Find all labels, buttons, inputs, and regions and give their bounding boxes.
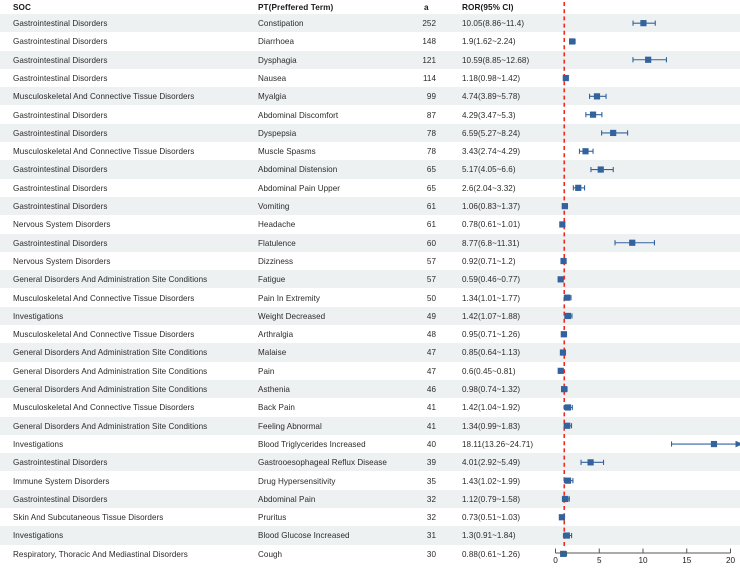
- cell-ror: 6.59(5.27~8.24): [462, 128, 521, 138]
- table-row[interactable]: [0, 343, 740, 361]
- cell-count: 46: [426, 385, 436, 394]
- cell-pt: Pain In Extremity: [258, 293, 321, 303]
- cell-soc: Musculoskeletal And Connective Tissue Disorders: [13, 92, 195, 102]
- cell-pt: Vomiting: [258, 202, 290, 211]
- x-axis-tick-label: 10: [638, 556, 648, 565]
- cell-ror: 1.06(0.83~1.37): [462, 202, 521, 211]
- cell-pt: Constipation: [258, 19, 304, 28]
- cell-pt: Asthenia: [258, 385, 290, 394]
- cell-soc: Musculoskeletal And Connective Tissue Disorders: [13, 293, 195, 303]
- cell-ror: 8.77(6.8~11.31): [462, 238, 520, 248]
- cell-count: 30: [426, 549, 436, 559]
- cell-ror: 1.34(1.01~1.77): [462, 293, 521, 303]
- cell-soc: General Disorders And Administration Site Conditions: [13, 421, 208, 431]
- cell-pt: Dysphagia: [258, 55, 297, 65]
- cell-ror: 2.6(2.04~3.32): [462, 183, 516, 193]
- cell-soc: Investigations: [13, 531, 64, 541]
- cell-ror: 10.05(8.86~11.4): [462, 19, 525, 28]
- cell-ror: 5.17(4.05~6.6): [462, 165, 516, 175]
- cell-soc: Nervous System Disorders: [13, 256, 111, 266]
- table-row[interactable]: [0, 380, 740, 398]
- cell-soc: Skin And Subcutaneous Tissue Disorders: [13, 513, 164, 523]
- cell-soc: Musculoskeletal And Connective Tissue Disorders: [13, 330, 195, 340]
- cell-pt: Pain: [258, 366, 275, 376]
- cell-soc: General Disorders And Administration Site Conditions: [13, 366, 208, 376]
- cell-pt: Cough: [258, 549, 283, 559]
- cell-pt: Blood Triglycerides Increased: [258, 439, 366, 449]
- table-row[interactable]: [0, 472, 740, 490]
- cell-count: 57: [426, 275, 436, 285]
- cell-soc: Musculoskeletal And Connective Tissue Disorders: [13, 147, 195, 157]
- cell-pt: Back Pain: [258, 403, 295, 413]
- cell-count: 35: [426, 476, 436, 486]
- cell-count: 39: [426, 458, 436, 468]
- cell-pt: Abdominal Pain: [258, 494, 316, 504]
- table-row[interactable]: [0, 234, 740, 252]
- table-row[interactable]: [0, 69, 740, 87]
- cell-ror: 1.12(0.79~1.58): [462, 494, 521, 504]
- table-row[interactable]: [0, 160, 740, 178]
- table-row[interactable]: [0, 197, 740, 215]
- cell-pt: Dizziness: [258, 256, 294, 266]
- table-row[interactable]: [0, 32, 740, 50]
- cell-soc: Gastrointestinal Disorders: [13, 19, 108, 28]
- cell-count: 32: [426, 513, 436, 523]
- cell-soc: Gastrointestinal Disorders: [13, 165, 108, 175]
- table-row[interactable]: [0, 289, 740, 307]
- cell-pt: Arthralgia: [258, 330, 294, 340]
- table-row[interactable]: [0, 51, 740, 69]
- cell-ror: 1.3(0.91~1.84): [462, 531, 516, 541]
- column-header-ror: ROR(95% CI): [462, 3, 514, 12]
- cell-ror: 0.6(0.45~0.81): [462, 366, 516, 376]
- cell-pt: Dyspepsia: [258, 128, 297, 138]
- table-row[interactable]: [0, 252, 740, 270]
- cell-count: 114: [422, 73, 436, 83]
- cell-soc: Investigations: [13, 439, 64, 449]
- cell-pt: Diarrhoea: [258, 37, 294, 47]
- cell-ror: 18.11(13.26~24.71): [462, 439, 534, 449]
- cell-soc: Gastrointestinal Disorders: [13, 37, 108, 47]
- cell-count: 41: [426, 421, 436, 431]
- cell-count: 65: [426, 165, 436, 175]
- cell-count: 61: [426, 220, 436, 230]
- table-row[interactable]: [0, 270, 740, 288]
- cell-pt: Weight Decreased: [258, 311, 326, 321]
- table-row[interactable]: [0, 179, 740, 197]
- cell-soc: General Disorders And Administration Site Conditions: [13, 275, 208, 285]
- cell-count: 31: [426, 531, 436, 541]
- cell-count: 78: [426, 147, 436, 157]
- cell-ror: 1.34(0.99~1.83): [462, 421, 521, 431]
- cell-ror: 3.43(2.74~4.29): [462, 147, 521, 157]
- cell-count: 50: [426, 293, 436, 303]
- cell-count: 121: [422, 55, 436, 65]
- cell-count: 65: [426, 183, 436, 193]
- cell-count: 78: [426, 128, 436, 138]
- cell-count: 60: [426, 238, 436, 248]
- cell-pt: Fatigue: [258, 275, 286, 285]
- cell-ror: 0.95(0.71~1.26): [462, 330, 521, 340]
- column-header-soc: SOC: [13, 3, 32, 12]
- cell-ror: 1.43(1.02~1.99): [462, 476, 521, 486]
- cell-count: 252: [422, 19, 436, 28]
- cell-ror: 0.59(0.46~0.77): [462, 275, 521, 285]
- cell-count: 40: [426, 439, 436, 449]
- x-axis-tick-label: 0: [553, 556, 558, 565]
- cell-soc: Gastrointestinal Disorders: [13, 73, 108, 83]
- cell-count: 48: [426, 330, 436, 340]
- table-row[interactable]: [0, 526, 740, 544]
- table-row[interactable]: [0, 325, 740, 343]
- column-header-pt: PT(Preffered Term): [258, 3, 334, 12]
- cell-soc: Respiratory, Thoracic And Mediastinal Disorders: [13, 549, 188, 559]
- cell-soc: General Disorders And Administration Site Conditions: [13, 385, 208, 394]
- cell-ror: 4.74(3.89~5.78): [462, 92, 521, 102]
- cell-pt: Pruritus: [258, 513, 287, 523]
- cell-pt: Nausea: [258, 73, 287, 83]
- table-row[interactable]: [0, 362, 740, 380]
- table-row[interactable]: [0, 87, 740, 105]
- cell-count: 99: [426, 92, 436, 102]
- cell-ror: 1.42(1.04~1.92): [462, 403, 521, 413]
- cell-ror: 10.59(8.85~12.68): [462, 55, 530, 65]
- table-row[interactable]: [0, 307, 740, 325]
- cell-ror: 4.29(3.47~5.3): [462, 110, 516, 120]
- cell-soc: Gastrointestinal Disorders: [13, 238, 108, 248]
- cell-pt: Drug Hypersensitivity: [258, 476, 336, 486]
- table-row[interactable]: [0, 453, 740, 471]
- cell-soc: Gastrointestinal Disorders: [13, 458, 108, 468]
- x-axis-tick-label: 15: [682, 556, 692, 565]
- table-row[interactable]: [0, 417, 740, 435]
- cell-pt: Blood Glucose Increased: [258, 531, 350, 541]
- table-header: [0, 0, 740, 14]
- table-row[interactable]: [0, 545, 740, 563]
- cell-pt: Abdominal Pain Upper: [258, 183, 340, 193]
- table-row[interactable]: [0, 142, 740, 160]
- cell-ror: 1.9(1.62~2.24): [462, 37, 516, 47]
- cell-count: 148: [422, 37, 436, 47]
- cell-ror: 0.85(0.64~1.13): [462, 348, 521, 358]
- cell-ror: 1.18(0.98~1.42): [462, 73, 521, 83]
- cell-ror: 0.92(0.71~1.2): [462, 256, 516, 266]
- cell-soc: Gastrointestinal Disorders: [13, 55, 108, 65]
- cell-count: 49: [426, 311, 436, 321]
- x-axis-tick-label: 20: [725, 556, 736, 565]
- cell-ror: 4.01(2.92~5.49): [462, 458, 521, 468]
- cell-pt: Abdominal Distension: [258, 165, 338, 175]
- cell-soc: Gastrointestinal Disorders: [13, 494, 108, 504]
- cell-ror: 0.73(0.51~1.03): [462, 513, 521, 523]
- cell-ror: 0.88(0.61~1.26): [462, 549, 521, 559]
- cell-pt: Gastrooesophageal Reflux Disease: [258, 458, 387, 468]
- cell-soc: Gastrointestinal Disorders: [13, 183, 108, 193]
- cell-pt: Muscle Spasms: [258, 147, 316, 157]
- cell-count: 87: [426, 110, 436, 120]
- cell-pt: Headache: [258, 220, 296, 230]
- cell-count: 61: [426, 202, 436, 211]
- cell-count: 47: [426, 366, 436, 376]
- cell-ror: 0.78(0.61~1.01): [462, 220, 521, 230]
- column-header-a: a: [424, 3, 429, 12]
- table-row[interactable]: [0, 398, 740, 416]
- cell-count: 57: [426, 256, 436, 266]
- cell-soc: Immune System Disorders: [13, 476, 110, 486]
- cell-soc: Nervous System Disorders: [13, 220, 111, 230]
- cell-soc: Gastrointestinal Disorders: [13, 202, 108, 211]
- cell-soc: Musculoskeletal And Connective Tissue Disorders: [13, 403, 195, 413]
- cell-soc: General Disorders And Administration Site Conditions: [13, 348, 208, 358]
- table-row[interactable]: [0, 508, 740, 526]
- cell-ror: 0.98(0.74~1.32): [462, 385, 521, 394]
- cell-ror: 1.42(1.07~1.88): [462, 311, 521, 321]
- table-row[interactable]: [0, 215, 740, 233]
- table-row[interactable]: [0, 490, 740, 508]
- cell-soc: Investigations: [13, 311, 64, 321]
- cell-count: 32: [426, 494, 436, 504]
- cell-soc: Gastrointestinal Disorders: [13, 110, 108, 120]
- cell-pt: Abdominal Discomfort: [258, 110, 339, 120]
- cell-pt: Myalgia: [258, 92, 287, 102]
- cell-soc: Gastrointestinal Disorders: [13, 128, 108, 138]
- x-axis-tick-label: 5: [596, 556, 602, 565]
- cell-pt: Malaise: [258, 348, 287, 358]
- cell-pt: Feeling Abnormal: [258, 421, 322, 431]
- cell-count: 41: [426, 403, 436, 413]
- table-row[interactable]: [0, 14, 740, 32]
- cell-pt: Flatulence: [258, 238, 296, 248]
- table-row[interactable]: [0, 106, 740, 124]
- table-row[interactable]: [0, 124, 740, 142]
- table-row[interactable]: [0, 435, 740, 453]
- cell-count: 47: [426, 348, 436, 358]
